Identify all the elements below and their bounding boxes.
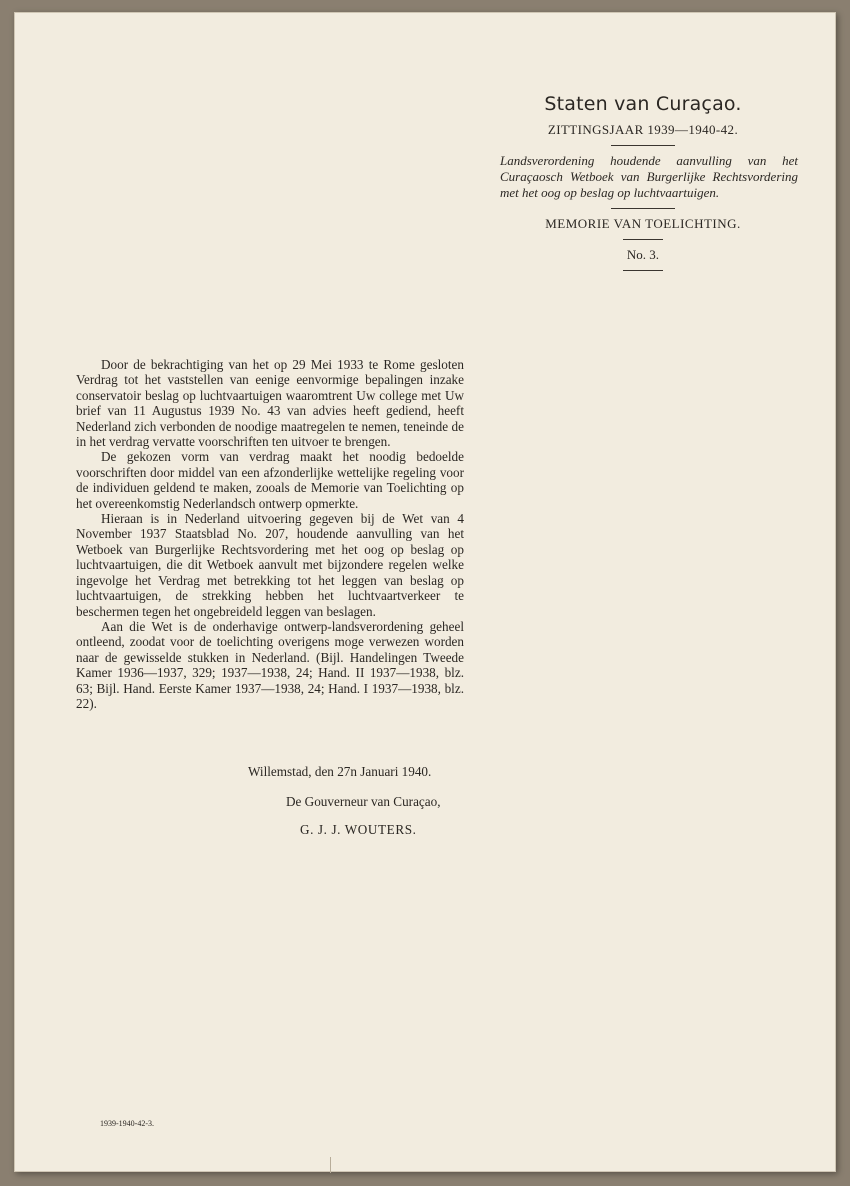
- divider: [611, 208, 675, 209]
- footer-code: 1939-1940-42-3.: [100, 1119, 154, 1128]
- signatory-role: De Gouverneur van Curaçao,: [286, 794, 441, 809]
- divider: [623, 239, 663, 240]
- divider: [623, 270, 663, 271]
- document-number: No. 3.: [626, 247, 660, 262]
- place-date: Willemstad, den 27n Januari 1940.: [248, 764, 432, 779]
- paragraph: Aan die Wet is de onderhavige ontwerp-landsverordening geheel ontleend, zoodat voor de toelichting overigens moge verwezen worden naar de gewisselde stukken in Nederland. (Bijl. Handelingen Tweede Kamer 1936—1937, 329; 1937—1938, 24; Hand. II 1937—1938, blz. 63; Bijl. Hand. Eerste Kamer 1937—1938, 24; Hand. I 1937—1938, blz. 22).: [76, 618, 464, 711]
- document-page: [14, 12, 836, 1172]
- document-type: MEMORIE VAN TOELICHTING.: [545, 216, 741, 231]
- paragraph: De gekozen vorm van verdrag maakt het noodig bedoelde voorschriften door middel van een afzonderlijke wettelijke regeling voor de individuen geldend te maken, zooals de Memorie van Toelichting op het overeenkomstig Nederlandsch ontwerp opmerkte.: [76, 449, 464, 511]
- divider: [611, 145, 675, 146]
- signatory-name: G. J. J. WOUTERS.: [300, 822, 417, 837]
- session-year: ZITTINGSJAAR 1939—1940-42.: [547, 122, 739, 137]
- document-subject: Landsverordening houdende aanvulling van het Curaçaosch Wetboek van Burgerlijke Rechtsvordering met het oog op beslag op luchtvaartuigen.: [500, 153, 798, 200]
- body-text: [76, 357, 464, 711]
- paragraph: Door de bekrachtiging van het op 29 Mei 1933 te Rome gesloten Verdrag tot het vaststellen van eenige eenvormige bepalingen inzake conservatoir beslag op luchtvaartuigen waaromtrent Uw college met Uw brief van 11 Augustus 1939 No. 43 van advies heeft gediend, heeft Nederland zich verbonden de noodige maatregelen te nemen, teneinde de in het verdrag vervatte voorschriften ten uitvoer te brengen.: [76, 357, 464, 450]
- page-title: Staten van Curaçao.: [544, 93, 742, 115]
- paper-crease: [330, 1157, 331, 1173]
- paragraph: Hieraan is in Nederland uitvoering gegeven bij de Wet van 4 November 1937 Staatsblad No. 207, houdende aanvulling van het Wetboek van Burgerlijke Rechtsvordering met het oog op beslag op luchtvaartuigen, die dit Wetboek aanvult met bijzondere regelen welke ingevolge het Verdrag met betrekking tot het leggen van beslag op luchtvaartuigen, de strekking hebben het luchtvaartverkeer te beschermen tegen het ongebreideld leggen van beslagen.: [76, 511, 464, 619]
- document-header: [484, 92, 802, 278]
